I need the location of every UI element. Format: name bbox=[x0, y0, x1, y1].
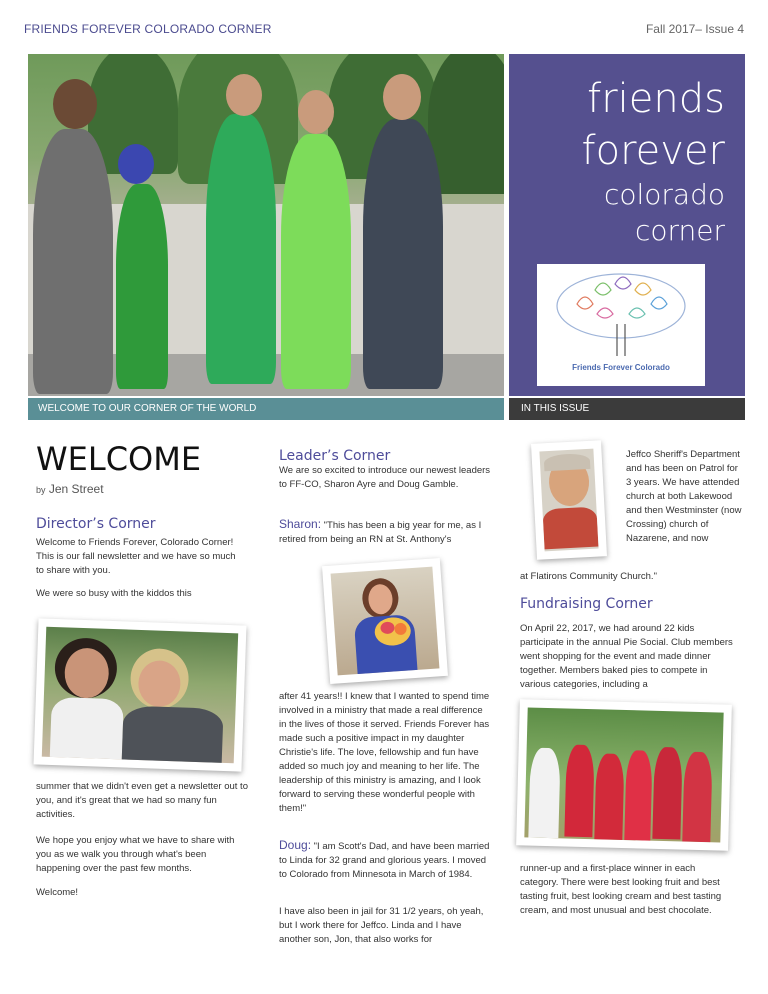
leaders-p2: after 41 years!! I knew that I wanted to spend time involved in a ministry that made a real difference in the lives of those it served. Friends Forever has made such a positive impact in my daughter Christie's life. The love, fellowship and fun have added so much joy and meaning to her life. The leadership of this ministry is amazing, and I look forward to serving these wonderful people with them!" bbox=[279, 691, 490, 814]
doug-label: Doug: bbox=[279, 838, 312, 852]
masthead-line-4: corner bbox=[634, 214, 725, 247]
photo-two-girls bbox=[34, 618, 247, 771]
directors-p2: We were so busy with the kiddos this bbox=[36, 588, 192, 599]
sharon-text: "This has been a big year for me, as I retired from being an RN at St. Anthony's bbox=[279, 520, 482, 545]
leaders-p1: We are so excited to introduce our newest leaders to FF-CO, Sharon Ayre and Doug Gamble. bbox=[279, 465, 491, 490]
directors-p3: summer that we didn't even get a newsletter out to you, and it's great that we had so many fun activities. bbox=[36, 781, 248, 820]
directors-p1: Welcome to Friends Forever, Colorado Corner! This is our fall newsletter and we have so much to share with you. bbox=[36, 537, 236, 576]
masthead-line-3: colorado bbox=[603, 178, 725, 211]
welcome-heading: WELCOME bbox=[36, 440, 202, 478]
doug-intro bbox=[279, 838, 491, 882]
doug-continued-end: at Flatirons Community Church." bbox=[520, 571, 657, 582]
logo bbox=[537, 264, 705, 386]
photo-doug bbox=[531, 440, 607, 560]
fundraising-p2: runner-up and a first-place winner in each category. There were best looking fruit and best tasting fruit, best looking cream and best tasting cream, and most unusual and best chocolate. bbox=[520, 863, 722, 916]
fundraising-p1: On April 22, 2017, we had around 22 kids participate in the annual Pie Social. Club members went shopping for the event and made dinner together. Members baked pies to compete in various categories, including a bbox=[520, 623, 733, 690]
directors-p4: We hope you enjoy what we have to share with you as we walk you through what's been happening over the past few months. bbox=[36, 835, 235, 874]
tree-logo-icon bbox=[537, 264, 705, 364]
fundraising-corner-heading: Fundraising Corner bbox=[520, 596, 653, 612]
leaders-p3: I have also been in jail for 31 1/2 years, oh yeah, but I work there for Jeffco. Linda and I have another son, Jon, that also works for bbox=[279, 906, 484, 945]
sharon-label: Sharon: bbox=[279, 517, 322, 531]
masthead-line-2: forever bbox=[581, 128, 725, 174]
directors-p5: Welcome! bbox=[36, 887, 79, 898]
byline bbox=[36, 482, 104, 496]
photo-group-girls bbox=[516, 699, 732, 850]
in-this-issue-band: IN THIS ISSUE bbox=[509, 398, 745, 420]
logo-text: Friends Forever Colorado bbox=[572, 363, 670, 372]
byline-by: by bbox=[36, 485, 46, 495]
masthead-panel bbox=[509, 54, 745, 396]
leaders-corner-heading: Leader’s Corner bbox=[279, 448, 391, 464]
sharon-intro bbox=[279, 517, 491, 547]
doug-continued: Jeffco Sheriff's Department and has been on Patrol for 3 years. We have attended church at both Lakewood and then Westminster (now Crossing) church of Nazarene, and now bbox=[626, 449, 742, 544]
doug-text: "I am Scott's Dad, and have been married to Linda for 32 grand and glorious years. I moved to Colorado from Minnesota in March of 1984. bbox=[279, 841, 490, 880]
masthead-line-1: friends bbox=[587, 76, 725, 122]
issue-label: Fall 2017– Issue 4 bbox=[645, 22, 744, 36]
directors-corner-heading: Director’s Corner bbox=[36, 516, 156, 532]
byline-author: Jen Street bbox=[48, 482, 104, 496]
photo-sharon bbox=[322, 558, 448, 684]
welcome-band: WELCOME TO OUR CORNER OF THE WORLD bbox=[28, 398, 504, 420]
hero-photo bbox=[28, 54, 504, 396]
newsletter-title: FRIENDS FOREVER COLORADO CORNER bbox=[24, 22, 272, 36]
